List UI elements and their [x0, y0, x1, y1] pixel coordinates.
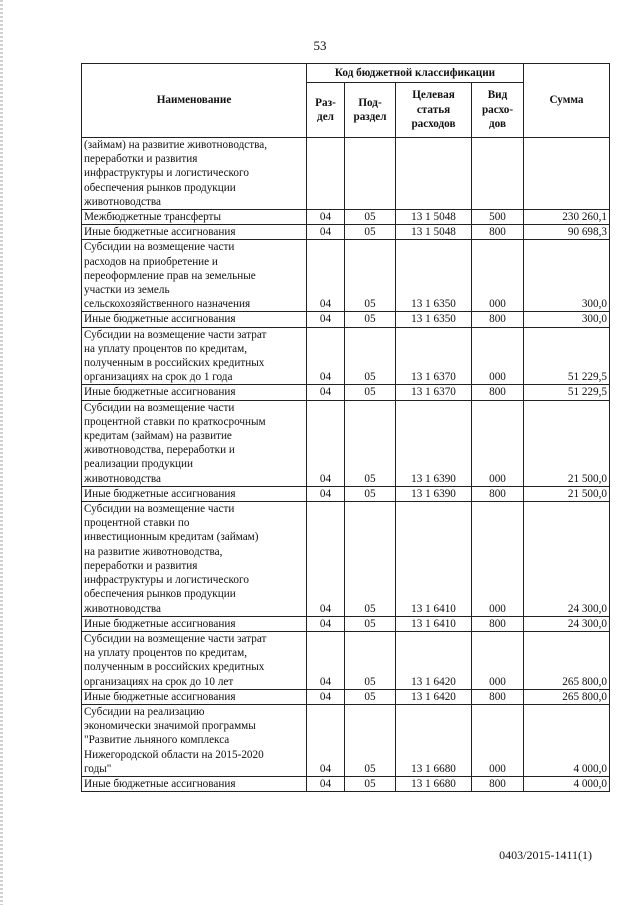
- row-sum: 24 300,0: [524, 616, 610, 631]
- row-sum: 4 000,0: [524, 704, 610, 776]
- row-name: Иные бюджетные ассигнования: [82, 689, 307, 704]
- row-podrazdel: 05: [345, 385, 396, 400]
- row-podrazdel: 05: [345, 210, 396, 225]
- row-target-article: 13 1 5048: [396, 225, 472, 240]
- table-row: [82, 631, 610, 689]
- row-podrazdel: 05: [345, 400, 396, 486]
- header-target-article: Целевая статья расходов: [396, 83, 472, 138]
- row-podrazdel: 05: [345, 240, 396, 312]
- row-podrazdel: 05: [345, 327, 396, 385]
- row-sum: 300,0: [524, 312, 610, 327]
- row-razdel: 04: [307, 327, 345, 385]
- row-expense-type: 800: [472, 225, 524, 240]
- row-podrazdel: 05: [345, 486, 396, 501]
- table-row: [82, 210, 610, 225]
- row-razdel: 04: [307, 240, 345, 312]
- row-target-article: 13 1 6410: [396, 616, 472, 631]
- row-sum: 265 800,0: [524, 689, 610, 704]
- document-code: 0403/2015-1411(1): [499, 848, 592, 862]
- header-sum: Сумма: [524, 64, 610, 138]
- table-row: [82, 776, 610, 791]
- row-expense-type: 800: [472, 385, 524, 400]
- row-sum: 24 300,0: [524, 502, 610, 617]
- header-name: Наименование: [82, 64, 307, 138]
- row-name: Иные бюджетные ассигнования: [82, 486, 307, 501]
- row-target-article: 13 1 6390: [396, 400, 472, 486]
- row-sum: 4 000,0: [524, 776, 610, 791]
- row-razdel: 04: [307, 502, 345, 617]
- table-row: [82, 704, 610, 776]
- table-row: [82, 312, 610, 327]
- table-row: [82, 240, 610, 312]
- row-podrazdel: 05: [345, 776, 396, 791]
- scan-edge-shadow: [0, 0, 3, 905]
- row-expense-type: 800: [472, 486, 524, 501]
- row-razdel: 04: [307, 616, 345, 631]
- table-body: [82, 138, 610, 792]
- row-name: Субсидии на возмещение части затрат на уплату процентов по кредитам, полученным в российских кредитных организациях на срок до 1 года: [82, 327, 307, 385]
- row-target-article: 13 1 5048: [396, 210, 472, 225]
- row-name: Иные бюджетные ассигнования: [82, 225, 307, 240]
- row-name: Субсидии на возмещение части затрат на уплату процентов по кредитам, полученным в российских кредитных организациях на срок до 10 лет: [82, 631, 307, 689]
- row-sum: 230 260,1: [524, 210, 610, 225]
- row-name: Иные бюджетные ассигнования: [82, 385, 307, 400]
- page-number: 53: [313, 38, 327, 53]
- row-podrazdel: 05: [345, 312, 396, 327]
- row-razdel: 04: [307, 400, 345, 486]
- row-razdel: 04: [307, 312, 345, 327]
- row-expense-type: 000: [472, 631, 524, 689]
- row-razdel: 04: [307, 385, 345, 400]
- row-razdel: 04: [307, 689, 345, 704]
- row-podrazdel: 05: [345, 225, 396, 240]
- row-name: Межбюджетные трансферты: [82, 210, 307, 225]
- row-sum: 21 500,0: [524, 400, 610, 486]
- row-razdel: 04: [307, 486, 345, 501]
- row-expense-type: 800: [472, 312, 524, 327]
- row-name: Субсидии на возмещение части процентной ставки по инвестиционным кредитам (займам) на развитие животноводства, переработки и развития инфраструктуры и логистического обеспечения рынков продукции животноводства: [82, 502, 307, 617]
- table-row-continuation: [82, 138, 610, 210]
- row-podrazdel: 05: [345, 631, 396, 689]
- row-sum: 51 229,5: [524, 385, 610, 400]
- row-podrazdel: 05: [345, 616, 396, 631]
- row-target-article: 13 1 6680: [396, 704, 472, 776]
- row-name: (займам) на развитие животноводства, переработки и развития инфраструктуры и логистического обеспечения рынков продукции животноводства: [82, 138, 307, 210]
- header-podrazdel: Под- раздел: [345, 83, 396, 138]
- row-expense-type: 000: [472, 400, 524, 486]
- row-target-article: 13 1 6410: [396, 502, 472, 617]
- table-row: [82, 502, 610, 617]
- row-target-article: 13 1 6370: [396, 327, 472, 385]
- table-row: [82, 400, 610, 486]
- row-name: Субсидии на возмещение части расходов на приобретение и переоформление прав на земельные участки из земель сельскохозяйственного назначения: [82, 240, 307, 312]
- row-target-article: 13 1 6680: [396, 776, 472, 791]
- table-row: [82, 689, 610, 704]
- row-expense-type: 000: [472, 704, 524, 776]
- row-name: Субсидии на реализацию экономически значимой программы "Развитие льняного комплекса Нижегородской области на 2015-2020 годы": [82, 704, 307, 776]
- table-row: [82, 385, 610, 400]
- table-row: [82, 486, 610, 501]
- row-target-article: 13 1 6420: [396, 631, 472, 689]
- row-expense-type: 500: [472, 210, 524, 225]
- table-row: [82, 225, 610, 240]
- table-row: [82, 616, 610, 631]
- row-podrazdel: 05: [345, 502, 396, 617]
- row-razdel: 04: [307, 210, 345, 225]
- header-razdel: Раз- дел: [307, 83, 345, 138]
- row-podrazdel: 05: [345, 704, 396, 776]
- row-target-article: 13 1 6370: [396, 385, 472, 400]
- row-razdel: 04: [307, 776, 345, 791]
- row-expense-type: 800: [472, 616, 524, 631]
- row-sum: 21 500,0: [524, 486, 610, 501]
- row-expense-type: 000: [472, 502, 524, 617]
- row-target-article: 13 1 6390: [396, 486, 472, 501]
- row-expense-type: 000: [472, 240, 524, 312]
- row-podrazdel: 05: [345, 689, 396, 704]
- header-expense-type: Вид расхо- дов: [472, 83, 524, 138]
- row-sum: 300,0: [524, 240, 610, 312]
- header-classification-code: Код бюджетной классификации: [307, 64, 524, 83]
- budget-table: [81, 63, 610, 792]
- row-sum: 51 229,5: [524, 327, 610, 385]
- row-name: Иные бюджетные ассигнования: [82, 776, 307, 791]
- row-razdel: 04: [307, 225, 345, 240]
- row-expense-type: 000: [472, 327, 524, 385]
- row-sum: 265 800,0: [524, 631, 610, 689]
- row-expense-type: 800: [472, 776, 524, 791]
- row-name: Субсидии на возмещение части процентной ставки по краткосрочным кредитам (займам) на развитие животноводства, переработки и реализации продукции животноводства: [82, 400, 307, 486]
- row-expense-type: 800: [472, 689, 524, 704]
- table-row: [82, 327, 610, 385]
- row-razdel: 04: [307, 631, 345, 689]
- row-razdel: 04: [307, 704, 345, 776]
- row-name: Иные бюджетные ассигнования: [82, 312, 307, 327]
- row-target-article: 13 1 6420: [396, 689, 472, 704]
- row-sum: 90 698,3: [524, 225, 610, 240]
- row-target-article: 13 1 6350: [396, 312, 472, 327]
- row-name: Иные бюджетные ассигнования: [82, 616, 307, 631]
- row-target-article: 13 1 6350: [396, 240, 472, 312]
